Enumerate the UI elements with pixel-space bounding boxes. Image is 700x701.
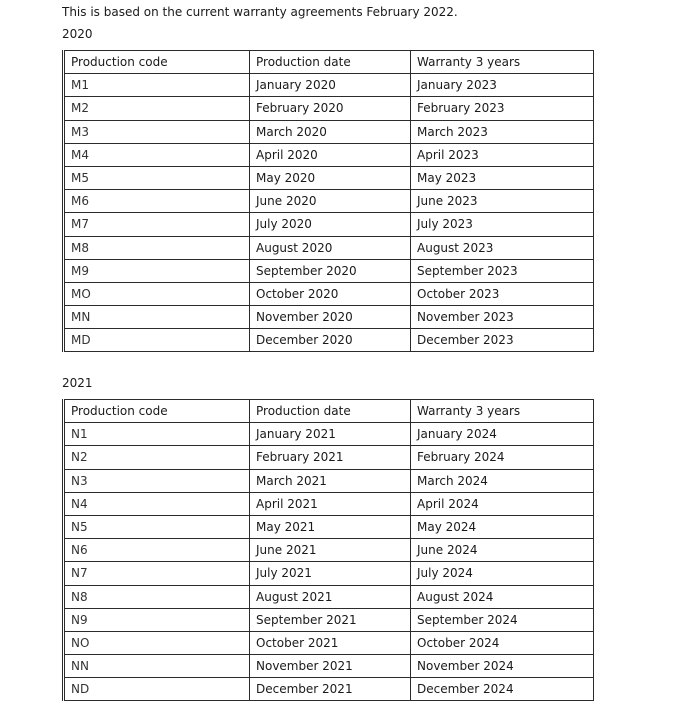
production-code-cell: M5 — [64, 166, 250, 189]
warranty-date-cell: January 2023 — [411, 74, 594, 97]
warranty-date-cell: November 2023 — [411, 306, 594, 329]
production-code-cell: ND — [64, 678, 250, 701]
table-row — [64, 446, 594, 469]
production-code-cell: M1 — [64, 74, 250, 97]
warranty-date-cell: December 2024 — [411, 678, 594, 701]
table-row — [64, 515, 594, 538]
production-code-cell: N5 — [64, 515, 250, 538]
warranty-date-cell: March 2024 — [411, 469, 594, 492]
table-row — [64, 143, 594, 166]
warranty-date-cell: May 2023 — [411, 166, 594, 189]
production-code-cell: MO — [64, 282, 250, 305]
warranty-date-cell: February 2024 — [411, 446, 594, 469]
production-code-cell: N8 — [64, 585, 250, 608]
table-row — [64, 259, 594, 282]
warranty-date-cell: March 2023 — [411, 120, 594, 143]
table-row — [64, 678, 594, 701]
table-row — [64, 190, 594, 213]
table-row — [64, 585, 594, 608]
table-row — [64, 282, 594, 305]
warranty-date-cell: December 2023 — [411, 329, 594, 352]
year-heading-2021: 2021 — [62, 376, 93, 390]
warranty-date-cell: November 2024 — [411, 655, 594, 678]
header-production-date: Production date — [250, 400, 411, 423]
production-code-cell: MN — [64, 306, 250, 329]
header-warranty: Warranty 3 years — [411, 51, 594, 74]
warranty-date-cell: February 2023 — [411, 97, 594, 120]
warranty-date-cell: July 2024 — [411, 562, 594, 585]
production-date-cell: October 2020 — [250, 282, 411, 305]
production-code-cell: M9 — [64, 259, 250, 282]
production-date-cell: April 2021 — [250, 492, 411, 515]
warranty-date-cell: October 2024 — [411, 631, 594, 654]
production-code-cell: M6 — [64, 190, 250, 213]
production-date-cell: July 2020 — [250, 213, 411, 236]
table-row — [64, 469, 594, 492]
production-code-cell: MD — [64, 329, 250, 352]
production-code-cell: N2 — [64, 446, 250, 469]
warranty-date-cell: July 2023 — [411, 213, 594, 236]
warranty-date-cell: August 2023 — [411, 236, 594, 259]
production-date-cell: September 2021 — [250, 608, 411, 631]
production-code-cell: M7 — [64, 213, 250, 236]
production-date-cell: October 2021 — [250, 631, 411, 654]
table-row — [64, 631, 594, 654]
warranty-date-cell: September 2024 — [411, 608, 594, 631]
production-code-cell: N7 — [64, 562, 250, 585]
production-date-cell: August 2020 — [250, 236, 411, 259]
warranty-date-cell: January 2024 — [411, 423, 594, 446]
production-date-cell: May 2020 — [250, 166, 411, 189]
warranty-date-cell: August 2024 — [411, 585, 594, 608]
production-date-cell: December 2021 — [250, 678, 411, 701]
warranty-date-cell: April 2023 — [411, 143, 594, 166]
table-row — [64, 213, 594, 236]
table-row — [64, 655, 594, 678]
production-date-cell: January 2020 — [250, 74, 411, 97]
production-date-cell: May 2021 — [250, 515, 411, 538]
production-date-cell: July 2021 — [250, 562, 411, 585]
production-date-cell: November 2020 — [250, 306, 411, 329]
production-code-cell: M2 — [64, 97, 250, 120]
production-date-cell: April 2020 — [250, 143, 411, 166]
warranty-date-cell: October 2023 — [411, 282, 594, 305]
header-production-code: Production code — [64, 51, 250, 74]
production-code-cell: M4 — [64, 143, 250, 166]
warranty-date-cell: June 2024 — [411, 539, 594, 562]
table-header-row — [64, 51, 594, 74]
production-date-cell: February 2020 — [250, 97, 411, 120]
warranty-date-cell: April 2024 — [411, 492, 594, 515]
warranty-table-2020 — [62, 50, 594, 352]
table-row — [64, 329, 594, 352]
production-date-cell: November 2021 — [250, 655, 411, 678]
header-production-date: Production date — [250, 51, 411, 74]
production-date-cell: February 2021 — [250, 446, 411, 469]
production-code-cell: NN — [64, 655, 250, 678]
table-row — [64, 562, 594, 585]
production-code-cell: N6 — [64, 539, 250, 562]
table-row — [64, 306, 594, 329]
production-date-cell: June 2020 — [250, 190, 411, 213]
production-date-cell: March 2020 — [250, 120, 411, 143]
production-date-cell: September 2020 — [250, 259, 411, 282]
warranty-table-2021 — [62, 399, 594, 701]
warranty-date-cell: May 2024 — [411, 515, 594, 538]
warranty-date-cell: September 2023 — [411, 259, 594, 282]
production-code-cell: N4 — [64, 492, 250, 515]
table-row — [64, 166, 594, 189]
warranty-date-cell: June 2023 — [411, 190, 594, 213]
year-heading-2020: 2020 — [62, 27, 93, 41]
header-production-code: Production code — [64, 400, 250, 423]
table-row — [64, 97, 594, 120]
table-header-row — [64, 400, 594, 423]
production-code-cell: M3 — [64, 120, 250, 143]
production-date-cell: August 2021 — [250, 585, 411, 608]
table-row — [64, 608, 594, 631]
table-row — [64, 74, 594, 97]
production-code-cell: N9 — [64, 608, 250, 631]
production-code-cell: N3 — [64, 469, 250, 492]
table-row — [64, 492, 594, 515]
production-code-cell: NO — [64, 631, 250, 654]
production-code-cell: N1 — [64, 423, 250, 446]
production-code-cell: M8 — [64, 236, 250, 259]
table-row — [64, 539, 594, 562]
table-row — [64, 236, 594, 259]
production-date-cell: June 2021 — [250, 539, 411, 562]
table-row — [64, 423, 594, 446]
production-date-cell: March 2021 — [250, 469, 411, 492]
production-date-cell: January 2021 — [250, 423, 411, 446]
intro-text: This is based on the current warranty agreements February 2022. — [62, 5, 458, 19]
table-row — [64, 120, 594, 143]
production-date-cell: December 2020 — [250, 329, 411, 352]
header-warranty: Warranty 3 years — [411, 400, 594, 423]
